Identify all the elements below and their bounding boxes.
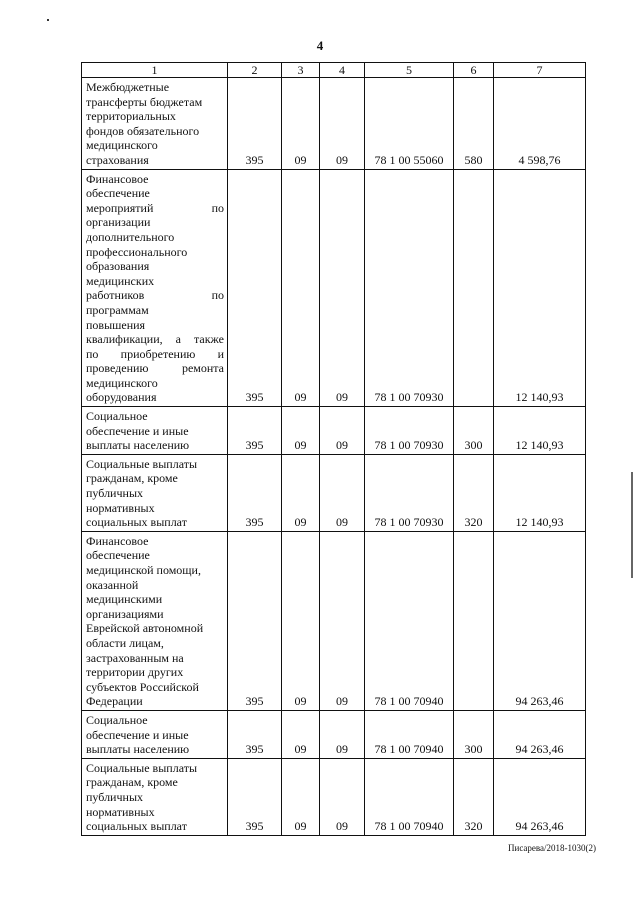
item-name-line: публичных [86, 789, 143, 804]
item-name-line: субъектов Российской [86, 679, 199, 694]
table-row [82, 169, 586, 407]
table-row [82, 407, 586, 455]
section-code-cell: 09 [282, 710, 320, 758]
item-name-line: организации [86, 215, 151, 230]
table-row [82, 454, 586, 531]
item-name-line: Финансовое [86, 533, 149, 548]
column-number-header: 1 [82, 63, 228, 78]
table-row [82, 758, 586, 835]
column-number-header: 5 [365, 63, 454, 78]
budget-table [81, 62, 586, 836]
amount-cell: 94 263,46 [494, 531, 586, 710]
table-body [82, 78, 586, 836]
item-name-line: повышения [86, 317, 146, 332]
subsection-code-cell: 09 [320, 169, 365, 407]
ministry-code-cell: 395 [228, 78, 282, 170]
item-name-line: страхования [86, 152, 149, 167]
item-name-line: Федерации [86, 694, 143, 709]
item-name-line: обеспечение и иные [86, 727, 189, 742]
item-name-line: выплаты населению [86, 438, 190, 453]
section-code-cell: 09 [282, 407, 320, 455]
item-name-cell [82, 454, 228, 531]
item-name-cell [82, 78, 228, 170]
target-article-cell: 78 1 00 70930 [365, 407, 454, 455]
ministry-code-cell: 395 [228, 758, 282, 835]
item-name-line: Социальное [86, 409, 148, 424]
item-name-line: обеспечение [86, 548, 150, 563]
expense-type-cell: 320 [454, 454, 494, 531]
item-name-line: оборудования [86, 390, 157, 405]
subsection-code-cell: 09 [320, 454, 365, 531]
target-article-cell: 78 1 00 70940 [365, 531, 454, 710]
item-name-line: Социальное [86, 712, 148, 727]
item-name-line: медицинскими [86, 592, 163, 607]
item-name-line: работников по [86, 288, 224, 303]
column-number-header: 4 [320, 63, 365, 78]
section-code-cell: 09 [282, 169, 320, 407]
item-name-line: программам [86, 302, 149, 317]
amount-cell: 94 263,46 [494, 710, 586, 758]
item-name-line: образования [86, 259, 150, 274]
amount-cell: 12 140,93 [494, 454, 586, 531]
column-number-header: 3 [282, 63, 320, 78]
item-name-cell [82, 169, 228, 407]
amount-cell: 94 263,46 [494, 758, 586, 835]
column-number-header: 2 [228, 63, 282, 78]
column-number-row [82, 63, 586, 78]
item-name-line: трансферты бюджетам [86, 94, 203, 109]
item-name-cell [82, 531, 228, 710]
amount-cell: 12 140,93 [494, 169, 586, 407]
page-number: 4 [316, 38, 324, 53]
section-code-cell: 09 [282, 454, 320, 531]
item-name-line: мероприятий по [86, 200, 224, 215]
item-name-line: области лицам, [86, 635, 164, 650]
item-name-line: социальных выплат [86, 515, 187, 530]
expense-type-cell: 320 [454, 758, 494, 835]
subsection-code-cell: 09 [320, 758, 365, 835]
item-name-line: медицинского [86, 138, 158, 153]
item-name-line: гражданам, кроме [86, 775, 178, 790]
section-code-cell: 09 [282, 531, 320, 710]
item-name-line: обеспечение и иные [86, 423, 189, 438]
ministry-code-cell: 395 [228, 407, 282, 455]
scan-edge-mark [631, 472, 633, 578]
item-name-line: гражданам, кроме [86, 471, 178, 486]
item-name-line: публичных [86, 486, 143, 501]
item-name-line: нормативных [86, 500, 155, 515]
item-name-line: нормативных [86, 804, 155, 819]
item-name-cell [82, 407, 228, 455]
target-article-cell: 78 1 00 70940 [365, 758, 454, 835]
amount-cell: 12 140,93 [494, 407, 586, 455]
item-name-line: Финансовое [86, 171, 149, 186]
target-article-cell: 78 1 00 70930 [365, 169, 454, 407]
expense-type-cell: 300 [454, 710, 494, 758]
table-row [82, 710, 586, 758]
item-name-line: Социальные выплаты [86, 456, 198, 471]
ministry-code-cell: 395 [228, 710, 282, 758]
item-name-line: социальных выплат [86, 819, 187, 834]
column-number-header: 7 [494, 63, 586, 78]
item-name-cell [82, 710, 228, 758]
item-name-line: медицинского [86, 375, 158, 390]
subsection-code-cell: 09 [320, 78, 365, 170]
item-name-line: организациями [86, 606, 164, 621]
expense-type-cell: 300 [454, 407, 494, 455]
item-name-line: Межбюджетные [86, 80, 170, 94]
ministry-code-cell: 395 [228, 531, 282, 710]
scan-speck [47, 19, 49, 21]
ministry-code-cell: 395 [228, 169, 282, 407]
item-name-line: территории других [86, 665, 184, 680]
table-row [82, 78, 586, 170]
item-name-line: оказанной [86, 577, 139, 592]
ministry-code-cell: 395 [228, 454, 282, 531]
item-name-line: квалификации, а также [86, 332, 224, 347]
amount-cell: 4 598,76 [494, 78, 586, 170]
table-row [82, 531, 586, 710]
document-code: Писарева/2018-1030(2) [508, 843, 597, 853]
expense-type-cell [454, 169, 494, 407]
target-article-cell: 78 1 00 70930 [365, 454, 454, 531]
target-article-cell: 78 1 00 55060 [365, 78, 454, 170]
item-name-line: застрахованным на [86, 650, 184, 665]
section-code-cell: 09 [282, 758, 320, 835]
item-name-line: медицинских [86, 273, 155, 288]
item-name-line: проведению ремонта [86, 361, 224, 376]
item-name-line: медицинской помощи, [86, 563, 201, 577]
item-name-cell [82, 758, 228, 835]
expense-type-cell: 580 [454, 78, 494, 170]
subsection-code-cell: 09 [320, 710, 365, 758]
target-article-cell: 78 1 00 70940 [365, 710, 454, 758]
item-name-line: Еврейской автономной [86, 621, 204, 636]
subsection-code-cell: 09 [320, 407, 365, 455]
section-code-cell: 09 [282, 78, 320, 170]
item-name-line: профессионального [86, 244, 188, 259]
item-name-line: дополнительного [86, 229, 175, 244]
column-number-header: 6 [454, 63, 494, 78]
item-name-line: Социальные выплаты [86, 760, 198, 775]
item-name-line: территориальных [86, 109, 176, 124]
item-name-line: по приобретению и [86, 346, 224, 361]
item-name-line: обеспечение [86, 186, 150, 201]
subsection-code-cell: 09 [320, 531, 365, 710]
expense-type-cell [454, 531, 494, 710]
item-name-line: выплаты населению [86, 742, 190, 757]
item-name-line: фондов обязательного [86, 123, 200, 138]
